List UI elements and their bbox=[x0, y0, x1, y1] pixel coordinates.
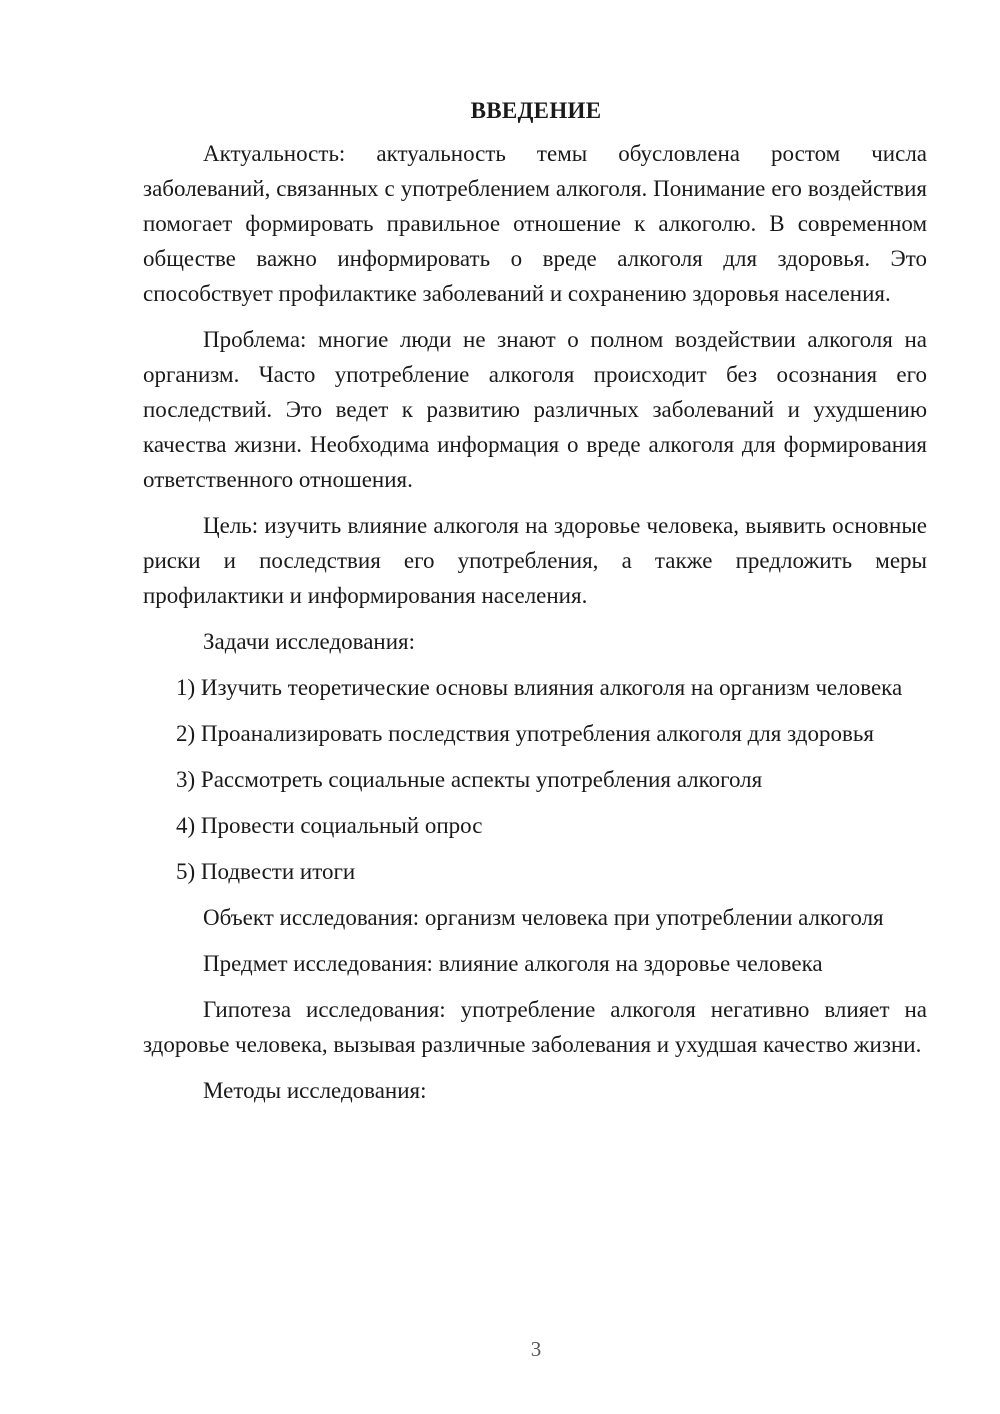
task-item-1: 1) Изучить теоретические основы влияния алкоголя на организм человека bbox=[176, 675, 903, 700]
task-item-2: 2) Проанализировать последствия употребления алкоголя для здоровья bbox=[176, 721, 874, 746]
relevance-paragraph: Актуальность: актуальность темы обусловлена ростом числа заболеваний, связанных с употреблением алкоголя. Понимание его воздействия помогает формировать правильное отношение к алкоголю. В современном обществе важно информировать о вреде алкоголя для здоровья. Это способствует профилактике заболеваний и сохранению здоровья населения. bbox=[143, 141, 927, 306]
methods-heading: Методы исследования: bbox=[203, 1078, 427, 1103]
page-content bbox=[143, 93, 927, 1119]
task-item-3: 3) Рассмотреть социальные аспекты употребления алкоголя bbox=[176, 767, 763, 792]
page-number: 3 bbox=[530, 1337, 542, 1361]
goal-paragraph: Цель: изучить влияние алкоголя на здоровье человека, выявить основные риски и последствия его употребления, а также предложить меры профилактики и информирования населения. bbox=[143, 513, 927, 608]
subject-paragraph: Предмет исследования: влияние алкоголя на здоровье человека bbox=[203, 951, 823, 976]
problem-paragraph: Проблема: многие люди не знают о полном воздействии алкоголя на организм. Часто употребление алкоголя происходит без осознания его последствий. Это ведет к развитию различных заболеваний и ухудшению качества жизни. Необходима информация о вреде алкоголя для формирования ответственного отношения. bbox=[143, 327, 927, 492]
hypothesis-paragraph: Гипотеза исследования: употребление алкоголя негативно влияет на здоровье человека, вызывая различные заболевания и ухудшая качество жизни. bbox=[143, 997, 927, 1057]
task-item-4: 4) Провести социальный опрос bbox=[176, 813, 483, 838]
task-item-5: 5) Подвести итоги bbox=[176, 859, 356, 884]
section-title: ВВЕДЕНИЕ bbox=[470, 98, 602, 123]
tasks-heading: Задачи исследования: bbox=[203, 629, 416, 654]
object-paragraph: Объект исследования: организм человека при употреблении алкоголя bbox=[203, 905, 884, 930]
